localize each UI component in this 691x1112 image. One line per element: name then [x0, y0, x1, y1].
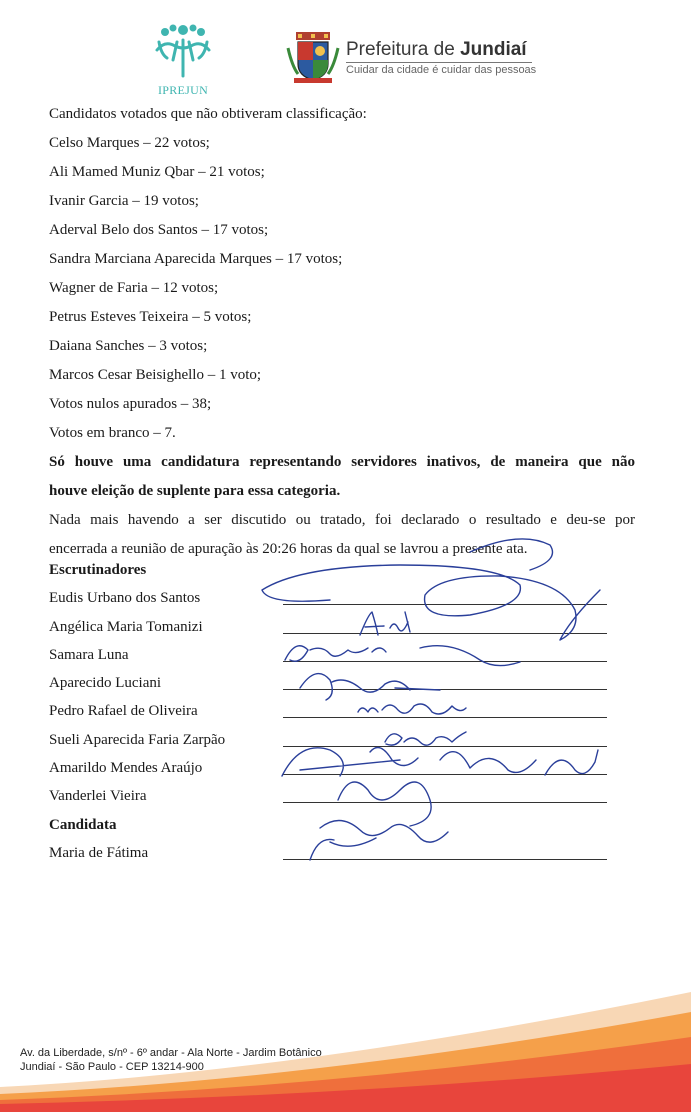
signatory-name: Pedro Rafael de Oliveira	[49, 703, 198, 720]
result-item: Celso Marques – 22 votos;	[49, 135, 210, 151]
jundiai-crest-icon	[286, 30, 340, 84]
result-item: Votos em branco – 7.	[49, 425, 176, 441]
signature-line	[283, 859, 607, 860]
notice-line-1: Só houve uma candidatura representando servidores inativos, de maneira que não	[49, 454, 635, 470]
signature-line	[283, 802, 607, 803]
notice-line-2: houve eleição de suplente para essa categoria.	[49, 483, 341, 499]
signatory-row	[49, 613, 639, 641]
signatory-name: Aparecido Luciani	[49, 675, 162, 692]
minutes-body	[49, 100, 635, 564]
result-item: Aderval Belo dos Santos – 17 votos;	[49, 222, 269, 238]
signatory-row	[49, 669, 639, 697]
signature-line	[283, 661, 607, 662]
signature-line	[283, 604, 607, 605]
signatory-row	[49, 754, 639, 782]
signature-line	[283, 689, 607, 690]
results-heading: Candidatos votados que não obtiveram classificação:	[49, 106, 367, 122]
result-item: Ivanir Garcia – 19 votos;	[49, 193, 199, 209]
result-item: Marcos Cesar Beisighello – 1 voto;	[49, 367, 262, 383]
prefeitura-underline	[346, 62, 532, 63]
signatory-name: Angélica Maria Tomanizi	[49, 618, 203, 635]
result-item: Daiana Sanches – 3 votos;	[49, 338, 208, 354]
closing-line-1: Nada mais havendo a ser discutido ou tratado, foi declarado o resultado e deu-se por	[49, 512, 635, 528]
signature-line	[283, 774, 607, 775]
signatory-name: Vanderlei Vieira	[49, 788, 147, 805]
prefeitura-city: Jundiaí	[460, 39, 527, 60]
result-item: Votos nulos apurados – 38;	[49, 396, 212, 412]
signatory-row	[49, 641, 639, 669]
iprejun-people-icon	[151, 20, 215, 82]
signatory-row	[49, 584, 639, 612]
prefeitura-slogan: Cuidar da cidade é cuidar das pessoas	[346, 64, 537, 76]
iprejun-name: IPREJUN	[157, 83, 209, 97]
prefeitura-logo-text	[346, 40, 536, 76]
signatory-row	[49, 839, 639, 867]
scrutineers-heading: Escrutinadores	[49, 562, 147, 578]
signatories-section	[49, 556, 639, 867]
prefeitura-prefix: Prefeitura de	[346, 39, 461, 60]
signatory-name: Maria de Fátima	[49, 844, 149, 861]
result-item: Wagner de Faria – 12 votos;	[49, 280, 219, 296]
signatory-name: Amarildo Mendes Araújo	[49, 760, 203, 777]
candidate-heading: Candidata	[49, 816, 117, 833]
iprejun-logo	[148, 20, 218, 102]
signature-line	[283, 746, 607, 747]
signatory-name: Eudis Urbano dos Santos	[49, 590, 201, 607]
document-header	[0, 16, 691, 106]
signature-line	[283, 717, 607, 718]
closing-line-2: encerrada a reunião de apuração às 20:26 horas da qual se lavrou a presente ata.	[49, 541, 528, 557]
result-item: Sandra Marciana Aparecida Marques – 17 votos;	[49, 251, 343, 267]
footer-address	[20, 1046, 322, 1074]
signatory-row	[49, 782, 639, 810]
address-line-2: Jundiaí - São Paulo - CEP 13214-900	[20, 1061, 204, 1073]
signatory-name: Samara Luna	[49, 646, 129, 663]
result-item: Ali Mamed Muniz Qbar – 21 votos;	[49, 164, 265, 180]
prefeitura-title	[346, 40, 536, 60]
address-line-1: Av. da Liberdade, s/nº - 6º andar - Ala Norte - Jardim Botânico	[20, 1047, 322, 1059]
signature-line	[283, 633, 607, 634]
result-item: Petrus Esteves Teixeira – 5 votos;	[49, 309, 252, 325]
signatory-row	[49, 726, 639, 754]
signatory-row	[49, 697, 639, 725]
signatory-name: Sueli Aparecida Faria Zarpão	[49, 731, 226, 748]
